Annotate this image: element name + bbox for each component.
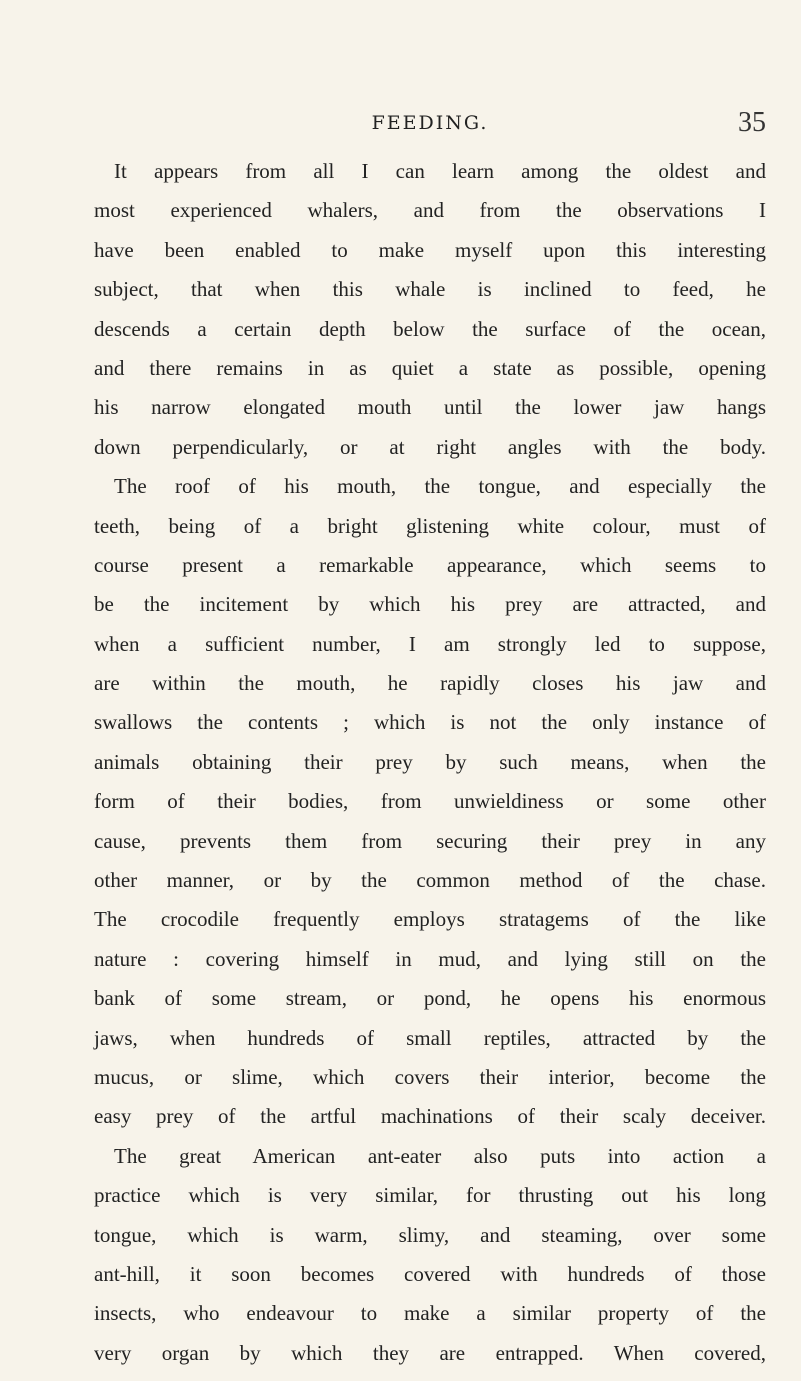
text-line: The crocodile frequently employs stratagems of the like (94, 907, 766, 932)
text-line: descends a certain depth below the surface of the ocean, (94, 316, 766, 341)
text-line: mucus, or slime, which covers their interior, become the (94, 1064, 766, 1089)
text-line: insects, who endeavour to make a similar property of the (94, 1301, 766, 1326)
text-line: very organ by which they are entrapped. When covered, (94, 1340, 766, 1365)
text-line: be the incitement by which his prey are attracted, and (94, 592, 766, 617)
text-line: It appears from all I can learn among the oldest and (114, 159, 766, 183)
text-line: are within the mouth, he rapidly closes his jaw and (94, 671, 766, 696)
text-line: other manner, or by the common method of the chase. (94, 868, 766, 893)
text-line: bank of some stream, or pond, he opens his enormous (94, 986, 766, 1011)
text-line: easy prey of the artful machinations of their scaly deceiver. (94, 1104, 766, 1129)
text-line: The roof of his mouth, the tongue, and especially the (114, 474, 766, 499)
text-line: jaws, when hundreds of small reptiles, attracted by the (94, 1025, 766, 1050)
text-line: form of their bodies, from unwieldiness or some other (94, 789, 766, 814)
text-line: swallows the contents ; which is not the only instance of (94, 710, 766, 735)
text-line: tongue, which is warm, slimy, and steaming, over some (94, 1222, 766, 1247)
text-line: when a sufficient number, I am strongly led to suppose, (94, 631, 766, 656)
text-line: cause, prevents them from securing their prey in any (94, 828, 766, 853)
text-line: most experienced whalers, and from the observations I (94, 198, 766, 223)
text-line: practice which is very similar, for thrusting out his long (94, 1183, 766, 1208)
text-line: ant-hill, it soon becomes covered with hundreds of those (94, 1261, 766, 1286)
text-line: teeth, being of a bright glistening white colour, must of (94, 513, 766, 538)
text-line: and there remains in as quiet a state as possible, opening (94, 355, 766, 380)
text-line: his narrow elongated mouth until the lower jaw hangs (94, 395, 766, 420)
text-line: The great American ant-eater also puts into action a (114, 1143, 766, 1168)
text-line: down perpendicularly, or at right angles with the body. (94, 434, 766, 459)
text-line: have been enabled to make myself upon this interesting (94, 237, 766, 262)
running-head (94, 107, 766, 146)
page-number: 35 (738, 107, 766, 138)
body-text (94, 152, 766, 1373)
text-line: course present a remarkable appearance, which seems to (94, 552, 766, 577)
text-line: subject, that when this whale is inclined to feed, he (94, 277, 766, 302)
text-line: animals obtaining their prey by such means, when the (94, 749, 766, 774)
running-title: FEEDING. (371, 112, 489, 134)
text-line: nature : covering himself in mud, and lying still on the (94, 946, 766, 971)
